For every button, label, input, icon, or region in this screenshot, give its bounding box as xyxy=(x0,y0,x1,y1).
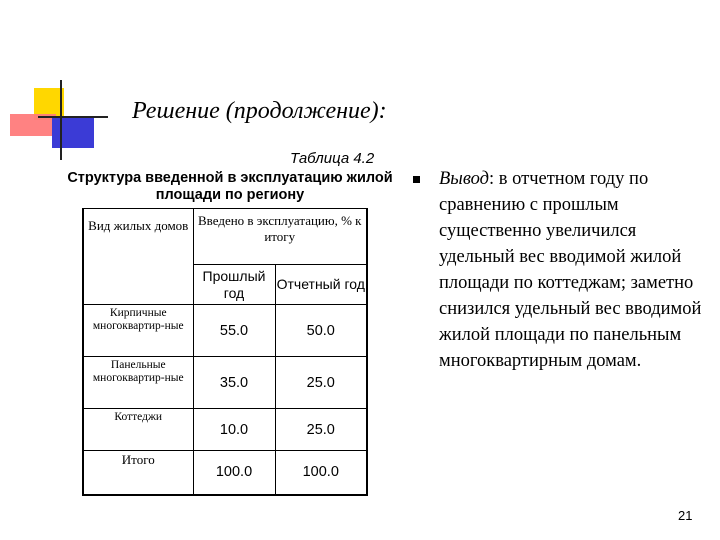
row-label: Итого xyxy=(83,451,193,495)
table-caption: Структура введенной в эксплуатацию жилой площади по региону xyxy=(67,170,393,203)
cell-curr: 25.0 xyxy=(275,409,367,451)
row-label: Кирпичные многоквартир-ные xyxy=(83,305,193,357)
header-group: Введено в эксплуатацию, % к итогу xyxy=(193,209,367,265)
table-row xyxy=(83,305,367,357)
table-row xyxy=(83,409,367,451)
slide-title: Решение (продолжение): xyxy=(132,98,387,124)
page-number: 21 xyxy=(678,508,693,523)
logo-vertical-line xyxy=(60,80,62,160)
decorative-logo xyxy=(8,80,108,160)
row-label: Коттеджи xyxy=(83,409,193,451)
conclusion-body: : в отчетном году по сравнению с прошлым существенно увеличился удельный вес вводимой жилой площади по коттеджам; заметно снизился удельный вес вводимой жилой площади по панельным многоквартирным домам. xyxy=(439,169,702,371)
cell-prev: 55.0 xyxy=(193,305,275,357)
table-row xyxy=(83,357,367,409)
header-curr-year: Отчетный год xyxy=(275,265,367,305)
row-label: Панельные многоквартир-ные xyxy=(83,357,193,409)
conclusion-lead: Вывод xyxy=(439,169,489,189)
cell-prev: 100.0 xyxy=(193,451,275,495)
table-number: Таблица 4.2 xyxy=(290,150,375,167)
conclusion-text xyxy=(439,166,703,374)
header-type-column: Вид жилых домов xyxy=(83,209,193,305)
cell-prev: 35.0 xyxy=(193,357,275,409)
logo-horizontal-line xyxy=(38,116,108,118)
conclusion-block xyxy=(413,166,703,374)
cell-curr: 100.0 xyxy=(275,451,367,495)
data-table xyxy=(82,208,368,496)
cell-prev: 10.0 xyxy=(193,409,275,451)
cell-curr: 50.0 xyxy=(275,305,367,357)
cell-curr: 25.0 xyxy=(275,357,367,409)
table-row-total xyxy=(83,451,367,495)
header-prev-year: Прошлый год xyxy=(193,265,275,305)
bullet-icon xyxy=(413,176,420,183)
logo-blue-square xyxy=(52,118,94,148)
